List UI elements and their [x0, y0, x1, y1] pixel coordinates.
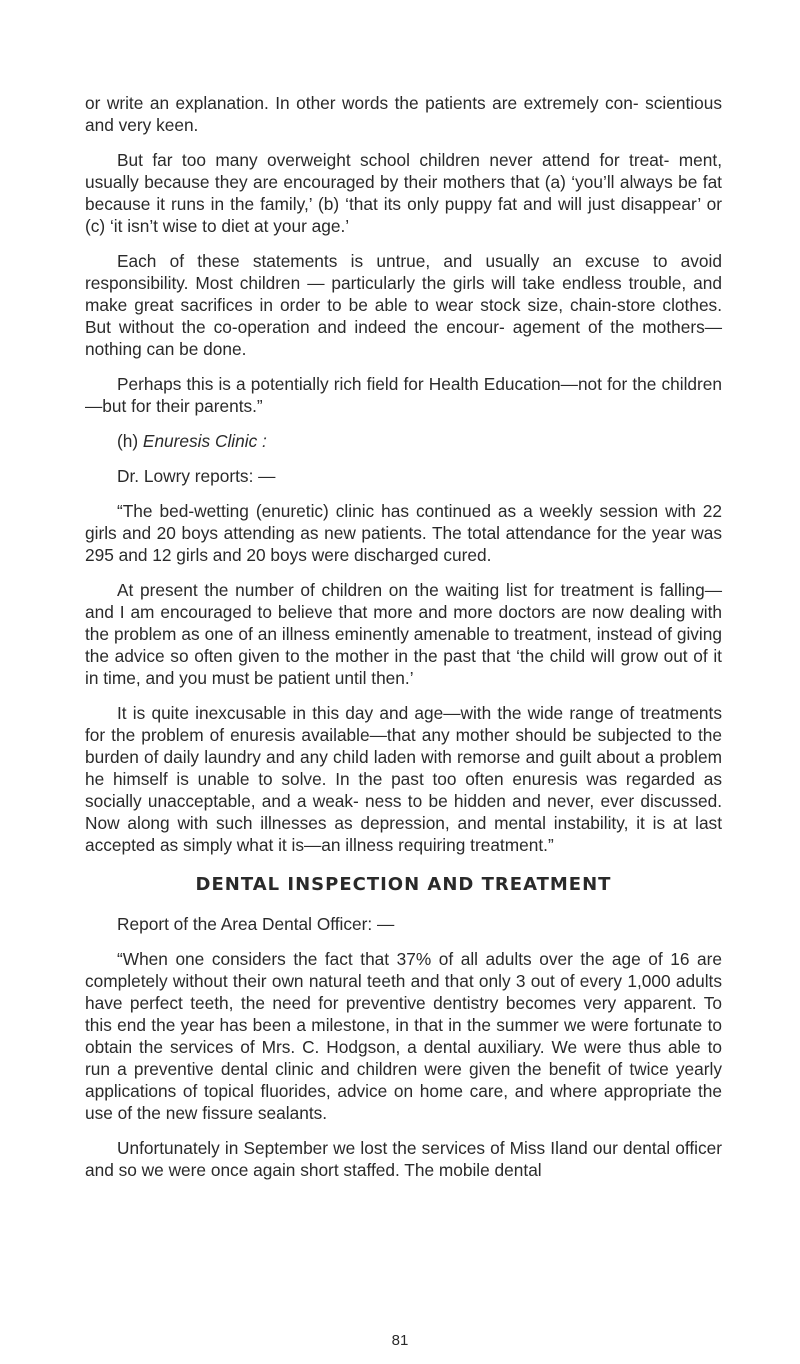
section-heading-dental: DENTAL INSPECTION AND TREATMENT [195, 874, 612, 895]
paragraph-short-staffed: Unfortunately in September we lost the services of Miss Iland our dental officer and so we were once again short staffed. The mobile dental [85, 1138, 722, 1180]
paragraph-continuation: or write an explanation. In other words the patients are extremely con- scientious and very keen. [85, 93, 722, 135]
paragraph-statements-untrue: Each of these statements is untrue, and usually an excuse to avoid responsibility. Most children — particularly the girls will take endless trouble, and make great sacrifices in order to be able to wear stock size, chain-store clothes. But without the co-operation and indeed the encour- agement of the mothers—nothing can be done. [85, 251, 722, 359]
paragraph-inexcusable: It is quite inexcusable in this day and age—with the wide range of treatments for the problem of enuresis available—that any mother should be subjected to the burden of daily laundry and any child laden with remorse and guilt about a problem he himself is unable to solve. In the past too often enuresis was regarded as socially unacceptable, and a weak- ness to be hidden and never, ever discussed. Now along with such illnesses as depression, and mental instability, it is at last accepted as simply what it is—an illness requiring treatment.” [85, 703, 722, 855]
section-title-enuresis [85, 430, 722, 452]
section-title-text: Enuresis Clinic : [142, 431, 267, 451]
paragraph-health-education: Perhaps this is a potentially rich field for Health Education—not for the children—but for their parents.” [85, 374, 722, 416]
paragraph-enuresis-clinic: “The bed-wetting (enuretic) clinic has continued as a weekly session with 22 girls and 20 boys attending as new patients. The total attendance for the year was 295 and 12 girls and 20 boys were discharged cured. [85, 501, 722, 565]
document-page [85, 92, 722, 1194]
page-number: 81 [391, 1332, 409, 1349]
reporter-line-lowry: Dr. Lowry reports: — [117, 466, 276, 486]
paragraph-preventive-dentistry: “When one considers the fact that 37% of all adults over the age of 16 are completely without their own natural teeth and that only 3 out of every 1,000 adults have perfect teeth, the need for preventive dentistry becomes very apparent. To this end the year has been a milestone, in that in the summer we were fortunate to obtain the services of Mrs. C. Hodgson, a dental auxiliary. We were thus able to run a preventive dental clinic and children were given the benefit of twice yearly applications of topical fluorides, advice on home care, and where appropriate the use of the new fissure sealants. [85, 949, 722, 1123]
reporter-line-dental: Report of the Area Dental Officer: — [117, 914, 395, 934]
section-prefix: (h) [117, 431, 143, 451]
paragraph-overweight-children: But far too many overweight school children never attend for treat- ment, usually because they are encouraged by their mothers that (a) ‘you’ll always be fat because it runs in the family,’ (b) ‘that its only puppy fat and will just disappear’ or (c) ‘it isn’t wise to diet at your age.’ [85, 150, 722, 236]
paragraph-waiting-list: At present the number of children on the waiting list for treatment is falling—and I am encouraged to believe that more and more doctors are now dealing with the problem as one of an illness eminently amenable to treatment, instead of giving the advice so often given to the mother in the past that ‘the child will grow out of it in time, and you must be patient until then.’ [85, 580, 722, 688]
